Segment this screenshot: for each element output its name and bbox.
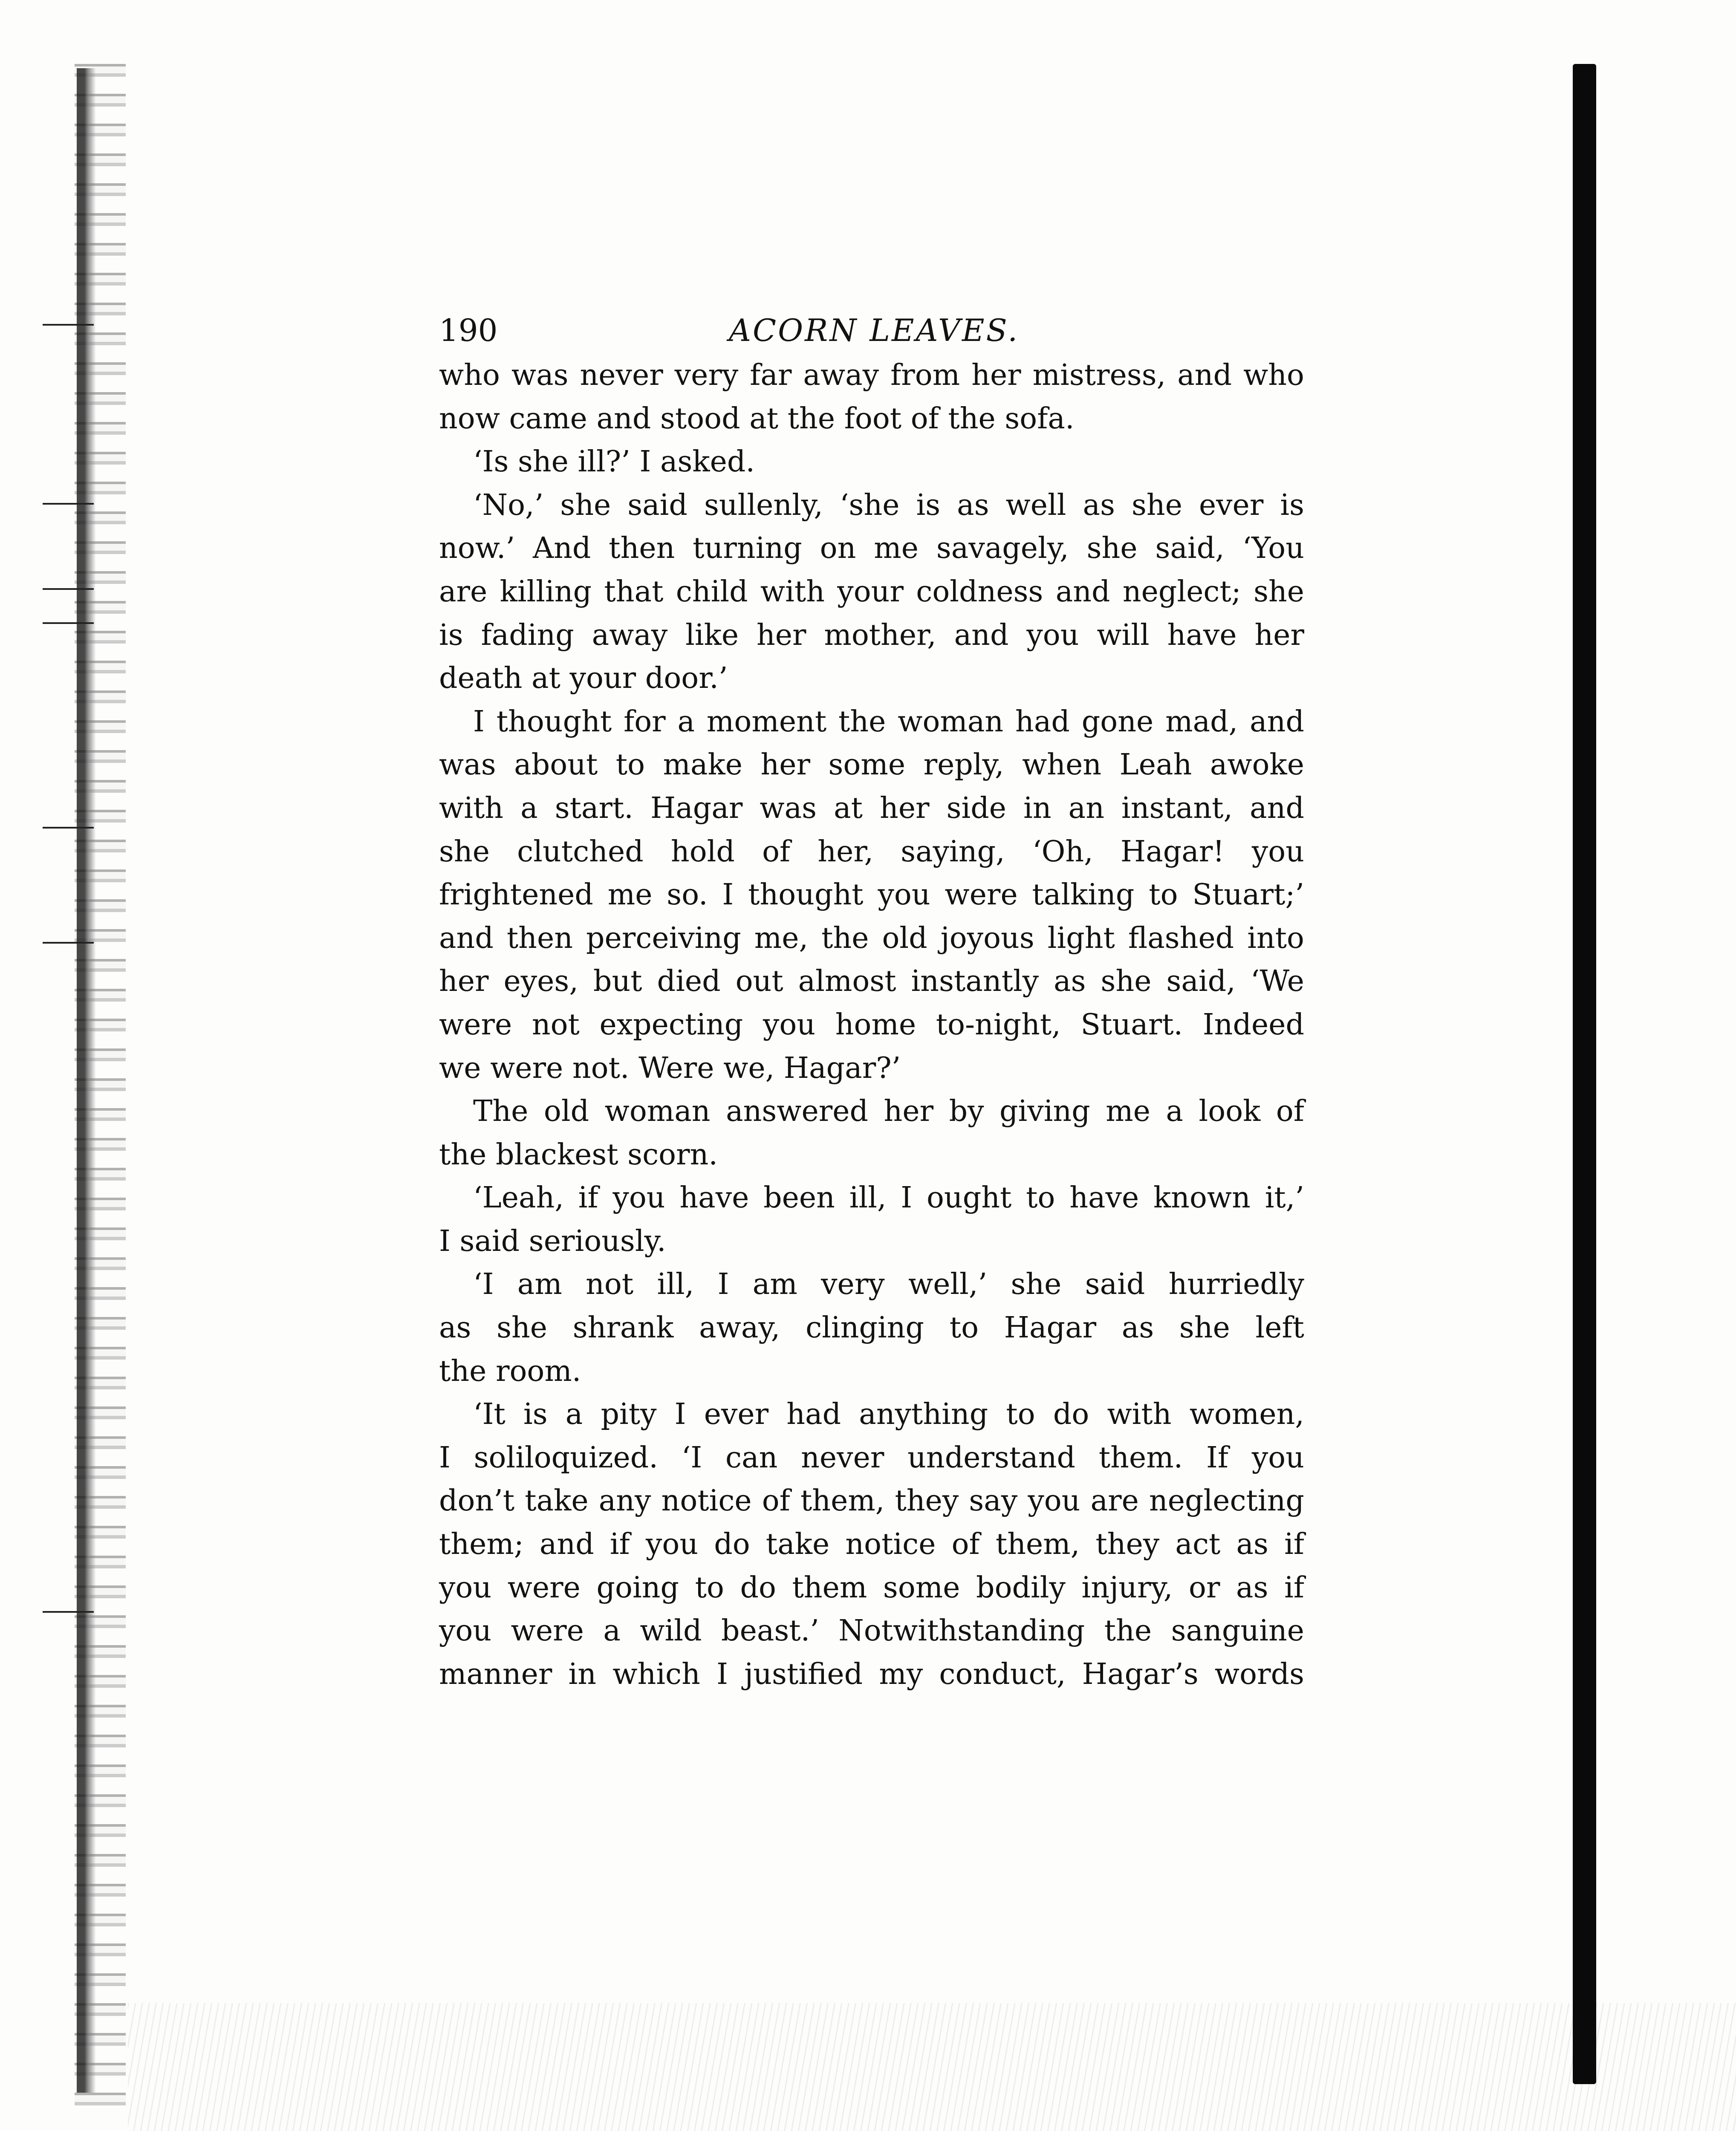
text-line: are killing that child with your coldness and neglect; she xyxy=(439,575,1304,609)
text-line: ‘No,’ she said sullenly, ‘she is as well as she ever is xyxy=(473,488,1304,522)
text-line: now.’ And then turning on me savagely, she said, ‘You xyxy=(439,531,1304,566)
text-line: and then perceiving me, the old joyous light flashed into xyxy=(439,921,1304,955)
text-line: you were going to do them some bodily injury, or as if xyxy=(439,1571,1304,1605)
text-line: I thought for a moment the woman had gone mad, and xyxy=(473,705,1304,739)
text-block xyxy=(439,307,1304,1696)
scan-noise xyxy=(128,2003,1736,2131)
text-line: she clutched hold of her, saying, ‘Oh, Hagar! you xyxy=(439,834,1304,869)
text-line: as she shrank away, clinging to Hagar as she left xyxy=(439,1311,1304,1345)
text-line: who was never very far away from her mistress, and who xyxy=(439,358,1304,392)
scan-mark xyxy=(43,324,94,326)
text-line: death at your door.’ xyxy=(439,661,728,696)
binding-shadow xyxy=(77,68,96,2093)
text-line: them; and if you do take notice of them, they act as if xyxy=(439,1528,1304,1562)
running-head: ACORN LEAVES. xyxy=(729,312,1020,348)
scan-mark xyxy=(43,503,94,505)
text-line: the blackest scorn. xyxy=(439,1138,718,1172)
text-line: is fading away like her mother, and you will have her xyxy=(439,618,1304,652)
scan-mark xyxy=(43,1611,94,1613)
text-line: The old woman answered her by giving me a look of xyxy=(473,1094,1304,1129)
scan-mark xyxy=(43,942,94,944)
text-line: her eyes, but died out almost instantly as she said, ‘We xyxy=(439,964,1304,999)
text-line: you were a wild beast.’ Notwithstanding the sanguine xyxy=(439,1614,1304,1648)
text-line: frightened me so. I thought you were talking to Stuart;’ xyxy=(439,878,1304,912)
text-line: now came and stood at the foot of the sofa. xyxy=(439,401,1075,436)
text-line: ‘Is she ill?’ I asked. xyxy=(473,445,755,479)
text-line: ‘It is a pity I ever had anything to do with women, xyxy=(473,1398,1304,1432)
text-line: I soliloquized. ‘I can never understand them. If you xyxy=(439,1441,1304,1475)
text-line: we were not. Were we, Hagar?’ xyxy=(439,1051,901,1085)
scan-mark xyxy=(43,827,94,829)
text-line: was about to make her some reply, when Leah awoke xyxy=(439,748,1304,782)
text-line: were not expecting you home to-night, Stuart. Indeed xyxy=(439,1008,1304,1042)
text-line: the room. xyxy=(439,1354,581,1388)
text-line: ‘I am not ill, I am very well,’ she said hurriedly xyxy=(473,1268,1304,1302)
text-line: ‘Leah, if you have been ill, I ought to have known it,’ xyxy=(473,1181,1304,1215)
scan-mark xyxy=(43,588,94,590)
page-header xyxy=(439,307,1304,354)
page-edge-shadow xyxy=(1573,64,1596,2084)
text-line: manner in which I justified my conduct, Hagar’s words xyxy=(439,1657,1304,1691)
body-text xyxy=(439,354,1304,1696)
text-line: with a start. Hagar was at her side in an instant, and xyxy=(439,791,1304,825)
text-line: don’t take any notice of them, they say you are neglecting xyxy=(439,1484,1304,1518)
page-number: 190 xyxy=(439,312,498,348)
scan-mark xyxy=(43,622,94,624)
text-line: I said seriously. xyxy=(439,1224,666,1258)
